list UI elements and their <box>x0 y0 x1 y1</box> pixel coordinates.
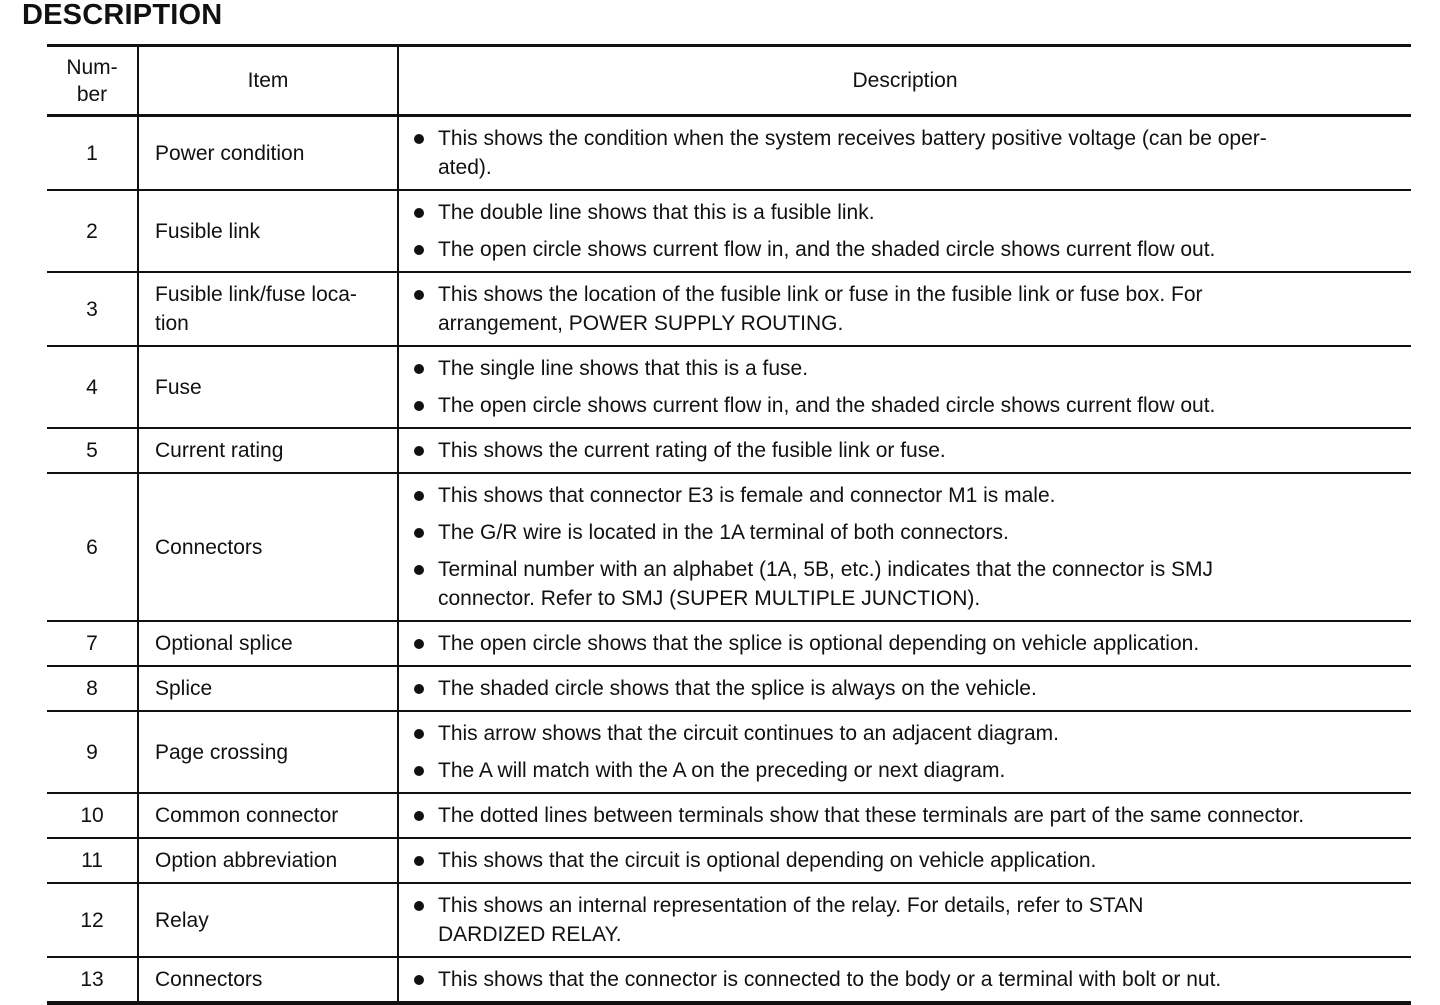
description-bullet <box>413 846 1405 875</box>
table-row <box>47 346 1411 428</box>
description-bullet <box>413 235 1405 264</box>
row-number: 11 <box>81 849 103 872</box>
row-number: 3 <box>86 297 98 321</box>
table-row <box>47 621 1411 666</box>
row-number: 7 <box>86 632 98 655</box>
row-item: Option abbreviation <box>138 838 398 883</box>
row-number: 10 <box>80 804 104 827</box>
row-description <box>398 473 1411 621</box>
description-text: The A will match with the A on the preceding or next diagram. <box>438 759 1006 782</box>
table-row <box>47 190 1411 272</box>
description-text: This shows the condition when the system receives battery positive voltage (can be oper- ated). <box>438 127 1267 179</box>
description-bullet <box>413 518 1405 547</box>
row-number: 6 <box>86 535 98 559</box>
row-description <box>398 957 1411 1003</box>
description-bullet <box>413 124 1405 182</box>
table-row <box>47 838 1411 883</box>
description-text: The G/R wire is located in the 1A terminal of both connectors. <box>438 521 1009 544</box>
row-number: 9 <box>86 740 98 764</box>
table-row <box>47 793 1411 838</box>
table-body <box>47 116 1411 1004</box>
row-description <box>398 666 1411 711</box>
row-number: 8 <box>86 677 98 700</box>
row-number: 5 <box>86 439 98 462</box>
description-text: The dotted lines between terminals show that these terminals are part of the same connector. <box>438 804 1305 827</box>
row-number: 12 <box>80 908 104 932</box>
row-item: Connectors <box>138 957 398 1003</box>
description-bullet <box>413 555 1405 613</box>
description-bullet <box>413 354 1405 383</box>
row-number: 2 <box>86 219 98 243</box>
table-row <box>47 428 1411 473</box>
row-item: Power condition <box>138 116 398 191</box>
row-description <box>398 116 1411 191</box>
description-text: Terminal number with an alphabet (1A, 5B, etc.) indicates that the connector is SMJ connector. Refer to SMJ (SUPER MULTIPLE JUNCTION). <box>438 558 1214 610</box>
description-text: This arrow shows that the circuit continues to an adjacent diagram. <box>438 722 1059 745</box>
table-row <box>47 116 1411 191</box>
description-bullet <box>413 719 1405 748</box>
row-item: Page crossing <box>138 711 398 793</box>
row-item: Current rating <box>138 428 398 473</box>
description-text: The open circle shows current flow in, and the shaded circle shows current flow out. <box>438 394 1216 417</box>
row-description <box>398 346 1411 428</box>
row-item: Fusible link <box>138 190 398 272</box>
description-bullet <box>413 891 1405 949</box>
table-row <box>47 711 1411 793</box>
description-text: The single line shows that this is a fuse. <box>438 357 809 380</box>
description-bullet <box>413 674 1405 703</box>
row-description <box>398 272 1411 346</box>
description-text: This shows that connector E3 is female and connector M1 is male. <box>438 484 1056 507</box>
header-item: Item <box>138 46 398 116</box>
description-bullet <box>413 756 1405 785</box>
description-bullet <box>413 436 1405 465</box>
description-text: This shows the location of the fusible link or fuse in the fusible link or fuse box. For arrangement, POWER SUPPLY ROUTING. <box>438 283 1203 335</box>
row-item: Fusible link/fuse loca- tion <box>138 272 398 346</box>
table-row <box>47 666 1411 711</box>
row-item: Relay <box>138 883 398 957</box>
description-bullet <box>413 280 1405 338</box>
description-text: The open circle shows that the splice is optional depending on vehicle application. <box>438 632 1200 655</box>
description-bullet <box>413 965 1405 994</box>
description-text: This shows the current rating of the fusible link or fuse. <box>438 439 946 462</box>
description-bullet <box>413 481 1405 510</box>
row-description <box>398 711 1411 793</box>
header-description: Description <box>398 46 1411 116</box>
description-text: The double line shows that this is a fusible link. <box>438 201 875 224</box>
description-text: This shows that the circuit is optional depending on vehicle application. <box>438 849 1097 872</box>
table-header-row <box>47 46 1411 116</box>
row-number: 1 <box>86 141 98 165</box>
row-description <box>398 190 1411 272</box>
description-bullet <box>413 629 1405 658</box>
row-description <box>398 793 1411 838</box>
description-bullet <box>413 198 1405 227</box>
row-number: 4 <box>86 375 98 399</box>
description-text: The shaded circle shows that the splice is always on the vehicle. <box>438 677 1037 700</box>
table-row <box>47 473 1411 621</box>
row-item: Common connector <box>138 793 398 838</box>
description-text: The open circle shows current flow in, and the shaded circle shows current flow out. <box>438 238 1216 261</box>
row-description <box>398 428 1411 473</box>
description-text: This shows that the connector is connected to the body or a terminal with bolt or nut. <box>438 968 1222 991</box>
row-description <box>398 838 1411 883</box>
row-item: Optional splice <box>138 621 398 666</box>
description-bullet <box>413 391 1405 420</box>
header-number: Num- ber <box>66 55 118 106</box>
row-description <box>398 883 1411 957</box>
row-item: Fuse <box>138 346 398 428</box>
page-title: DESCRIPTION <box>22 0 223 31</box>
row-description <box>398 621 1411 666</box>
table-row <box>47 272 1411 346</box>
description-table <box>47 44 1411 1005</box>
row-item: Splice <box>138 666 398 711</box>
row-number: 13 <box>80 968 104 991</box>
table-row <box>47 883 1411 957</box>
description-text: This shows an internal representation of the relay. For details, refer to STAN DARDIZED RELAY. <box>438 894 1144 946</box>
table-row <box>47 957 1411 1003</box>
description-bullet <box>413 801 1405 830</box>
row-item: Connectors <box>138 473 398 621</box>
